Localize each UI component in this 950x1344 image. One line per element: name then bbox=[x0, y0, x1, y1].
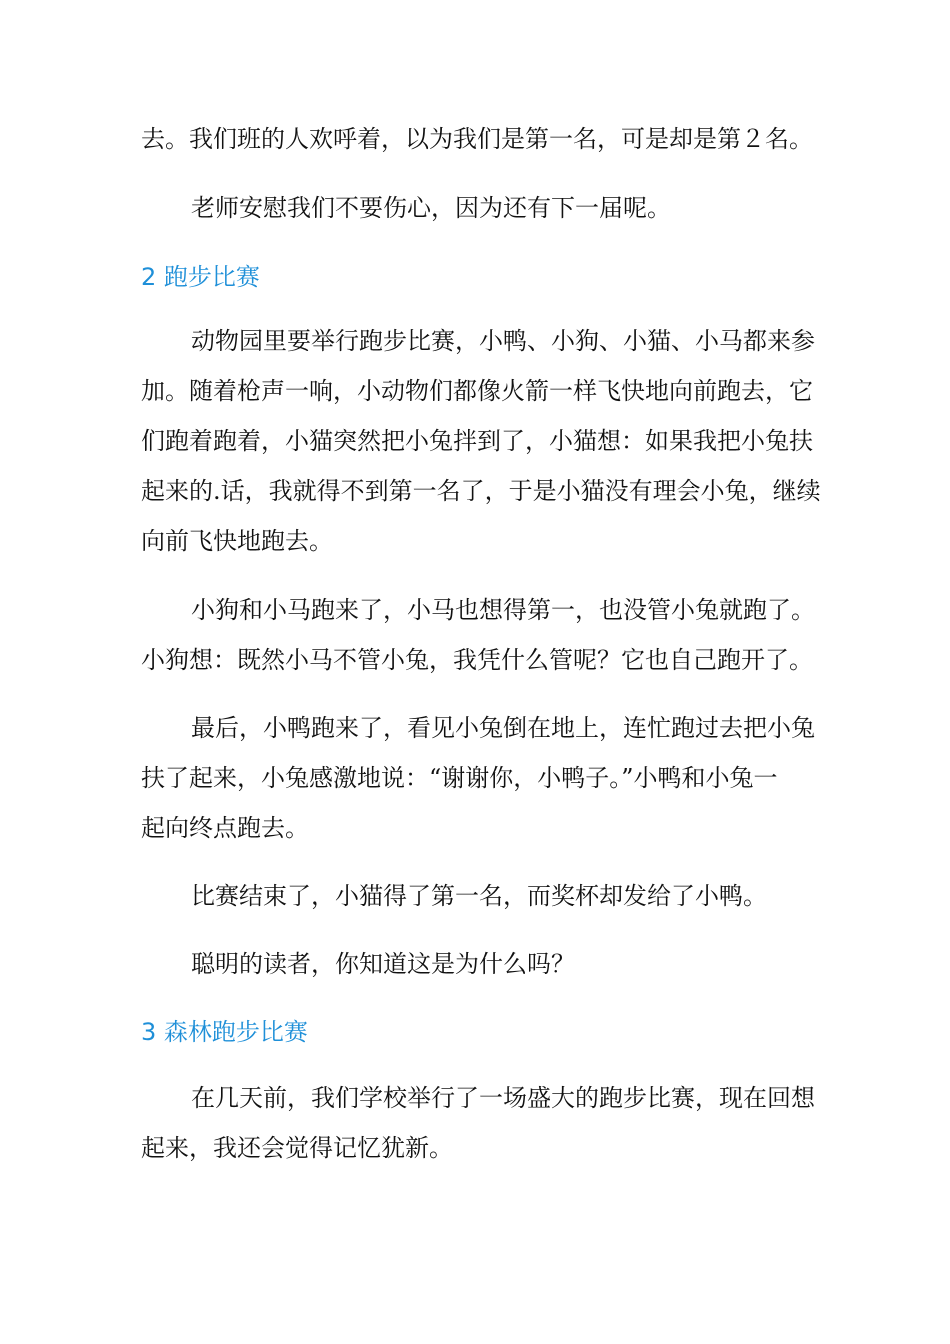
paragraph-line: 聪明的读者，你知道这是为什么吗？ bbox=[191, 950, 575, 978]
paragraph-line: 向前飞快地跑去。 bbox=[141, 527, 333, 555]
paragraph-line: 在几天前，我们学校举行了一场盛大的跑步比赛，现在回想 bbox=[191, 1084, 815, 1112]
paragraph-line: 最后，小鸭跑来了，看见小兔倒在地上，连忙跑过去把小兔 bbox=[191, 714, 815, 742]
paragraph-line: 老师安慰我们不要伤心，因为还有下一届呢。 bbox=[191, 194, 671, 222]
paragraph-line: 小狗想：既然小马不管小兔，我凭什么管呢？它也自己跑开了。 bbox=[141, 646, 813, 674]
paragraph-line: 们跑着跑着，小猫突然把小兔拌到了，小猫想：如果我把小兔扶 bbox=[141, 427, 813, 455]
paragraph-line: 扶了起来，小兔感激地说：“谢谢你，小鸭子。”小鸭和小兔一 bbox=[141, 764, 778, 792]
paragraph-line: 去。我们班的人欢呼着，以为我们是第一名，可是却是第２名。 bbox=[141, 125, 813, 153]
section-heading-2: 2 跑步比赛 bbox=[141, 263, 260, 291]
paragraph-line: 起向终点跑去。 bbox=[141, 814, 309, 842]
section-heading-3: 3 森林跑步比赛 bbox=[141, 1018, 308, 1046]
paragraph-line: 起来的.话，我就得不到第一名了，于是小猫没有理会小兔，继续 bbox=[141, 477, 821, 505]
paragraph-line: 小狗和小马跑来了，小马也想得第一，也没管小兔就跑了。 bbox=[191, 596, 815, 624]
paragraph-line: 动物园里要举行跑步比赛，小鸭、小狗、小猫、小马都来参 bbox=[191, 327, 815, 355]
paragraph-line: 加。随着枪声一响，小动物们都像火箭一样飞快地向前跑去，它 bbox=[141, 377, 813, 405]
paragraph-line: 比赛结束了，小猫得了第一名，而奖杯却发给了小鸭。 bbox=[191, 882, 767, 910]
paragraph-line: 起来，我还会觉得记忆犹新。 bbox=[141, 1134, 453, 1162]
